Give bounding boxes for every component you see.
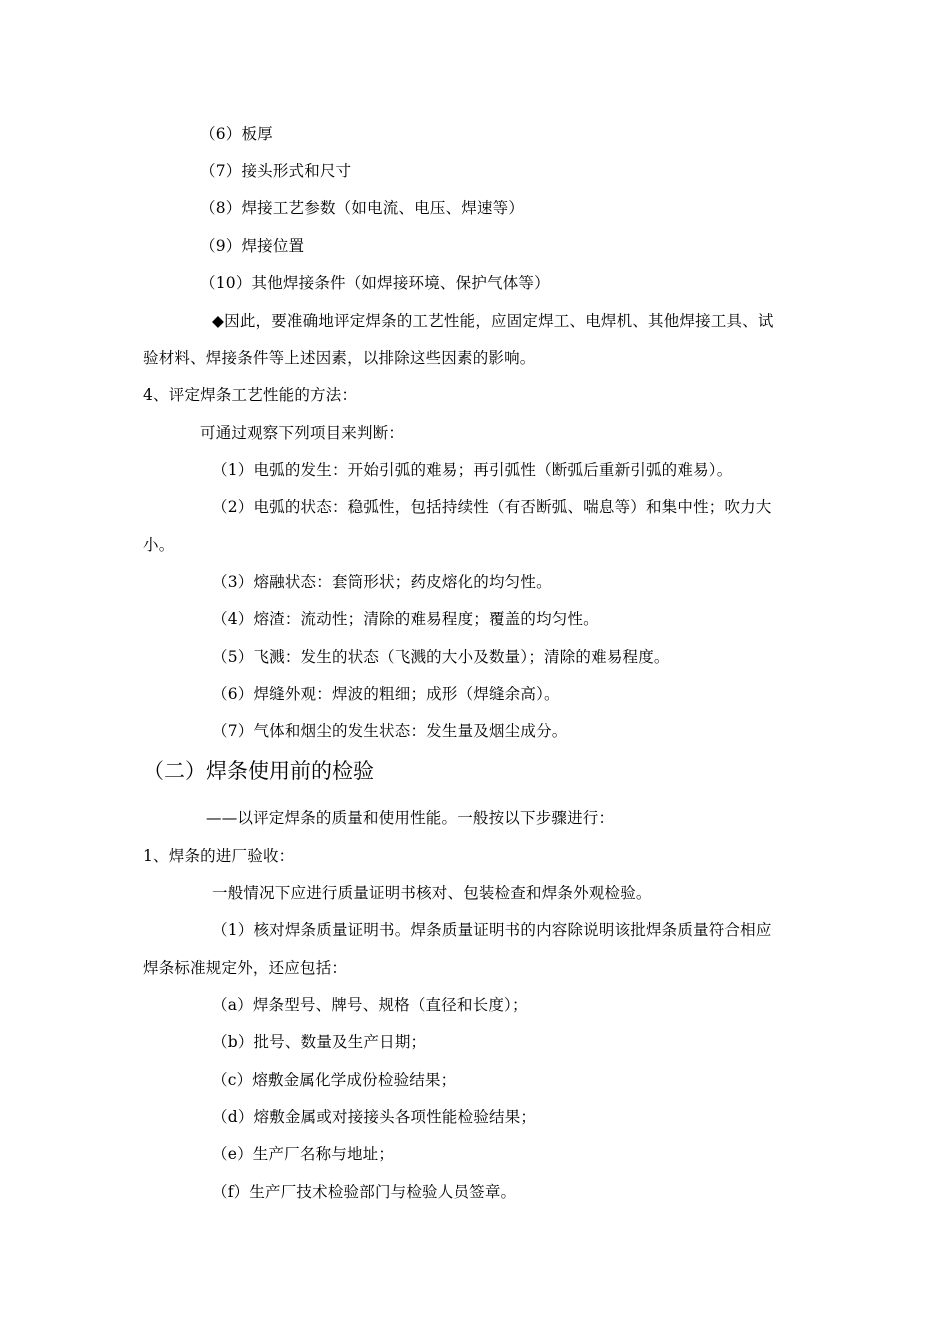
factor-item-9: （9）焊接位置 [200, 237, 305, 255]
factor-item-10: （10）其他焊接条件（如焊接环境、保护气体等） [200, 274, 550, 292]
sub-item-c: （c）熔敷金属化学成份检验结果； [212, 1071, 457, 1089]
sub-item-f: （f）生产厂技术检验部门与检验人员签章。 [212, 1183, 517, 1201]
part-2-intro: ——以评定焊条的质量和使用性能。一般按以下步骤进行： [206, 809, 615, 827]
sub-item-b: （b）批号、数量及生产日期； [212, 1033, 427, 1051]
factor-item-8: （8）焊接工艺参数（如电流、电压、焊速等） [200, 199, 525, 217]
section-4-intro: 可通过观察下列项目来判断： [200, 424, 405, 442]
step-1-title: 1、焊条的进厂验收： [143, 847, 295, 865]
sub-item-d: （d）熔敷金属或对接接头各项性能检验结果； [212, 1108, 537, 1126]
method-item-1: （1）电弧的发生：开始引弧的难易；再引弧性（断弧后重新引弧的难易）。 [212, 461, 733, 479]
section-4-title: 4、评定焊条工艺性能的方法： [143, 386, 358, 404]
method-item-5: （5）飞溅：发生的状态（飞溅的大小及数量）；清除的难易程度。 [212, 648, 670, 666]
check-1-line-1: （1）核对焊条质量证明书。焊条质量证明书的内容除说明该批焊条质量符合相应 [212, 921, 772, 939]
method-item-4: （4）熔渣：流动性；清除的难易程度；覆盖的均匀性。 [212, 610, 599, 628]
method-item-7: （7）气体和烟尘的发生状态：发生量及烟尘成分。 [212, 722, 568, 740]
conclusion-line-2: 验材料、焊接条件等上述因素，以排除这些因素的影响。 [143, 349, 536, 367]
method-item-6: （6）焊缝外观：焊波的粗细；成形（焊缝余高）。 [212, 685, 560, 703]
conclusion-line-1: ◆因此，要准确地评定焊条的工艺性能，应固定焊工、电焊机、其他焊接工具、试 [212, 312, 774, 330]
method-item-2-line-2: 小。 [143, 536, 175, 554]
factor-item-6: （6）板厚 [200, 125, 273, 143]
check-1-line-2: 焊条标准规定外，还应包括： [143, 959, 348, 977]
factor-item-7: （7）接头形式和尺寸 [200, 162, 352, 180]
sub-item-a: （a）焊条型号、牌号、规格（直径和长度）； [212, 996, 528, 1014]
step-1-intro: 一般情况下应进行质量证明书核对、包装检查和焊条外观检验。 [212, 884, 652, 902]
method-item-3: （3）熔融状态：套筒形状；药皮熔化的均匀性。 [212, 573, 552, 591]
method-item-2-line-1: （2）电弧的状态：稳弧性，包括持续性（有否断弧、喘息等）和集中性；吹力大 [212, 498, 772, 516]
section-heading-part-2: （二）焊条使用前的检验 [143, 759, 374, 783]
sub-item-e: （e）生产厂名称与地址； [212, 1145, 395, 1163]
